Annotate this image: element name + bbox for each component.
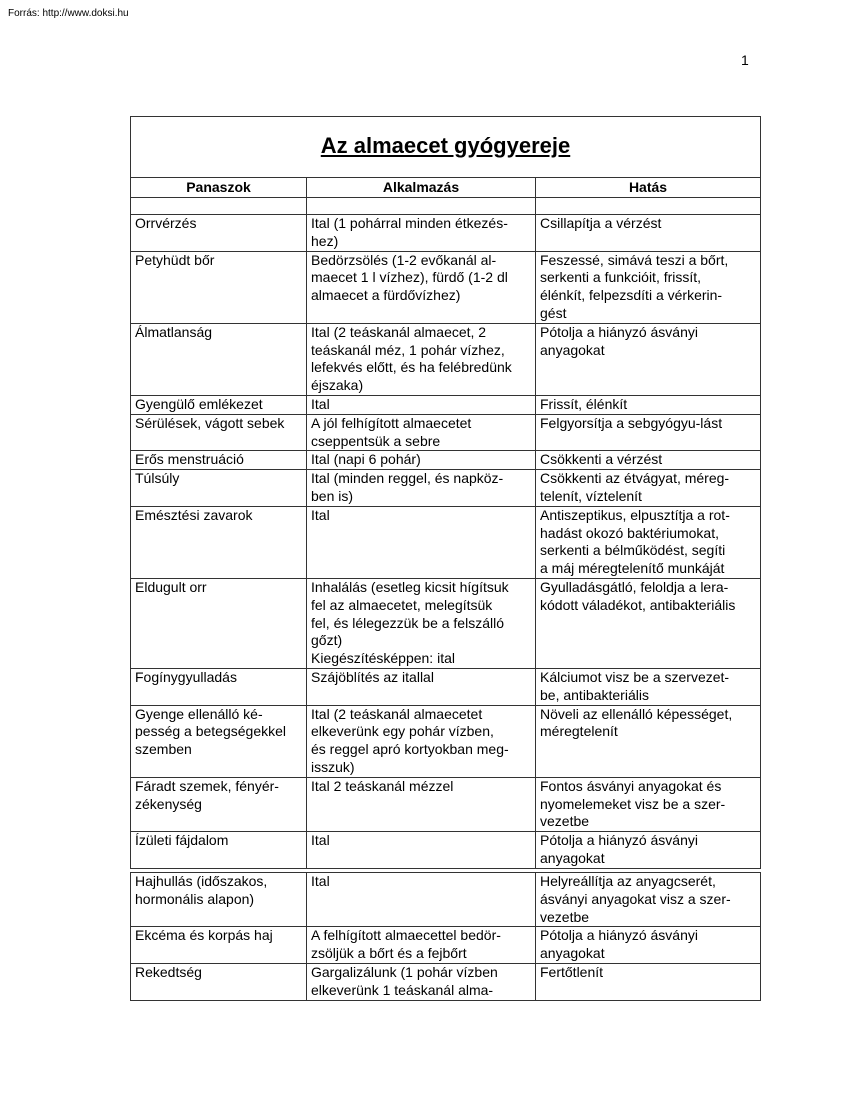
cell-effect-text: Fontos ásványi anyagokat és nyomelemeket visz be a szer- vezetbe (540, 777, 726, 830)
cell-application-text: Inhalálás (esetleg kicsit hígítsuk fel az almaecetet, melegítsük fel, és lélegezzük be a felszálló gőzt) Kiegészítésképpen: ital (311, 578, 509, 667)
table-header-row (131, 178, 761, 198)
cell-complaint-text: Gyenge ellenálló ké- pesség a betegségekkel szemben (135, 705, 286, 758)
cell-effect (536, 927, 761, 964)
cell-effect (536, 777, 761, 831)
cell-complaint (131, 963, 307, 1000)
cell-complaint (131, 668, 307, 705)
table-row (131, 215, 761, 252)
cell-complaint (131, 323, 307, 395)
table-row (131, 506, 761, 578)
cell-complaint-text: Hajhullás (időszakos, hormonális alapon) (135, 873, 268, 907)
cell-complaint-text: Eldugult orr (135, 578, 207, 595)
cell-effect (536, 395, 761, 414)
cell-application (307, 251, 536, 323)
header-effect: Hatás (536, 178, 761, 198)
table-row (131, 395, 761, 414)
table-row (131, 251, 761, 323)
cell-effect (536, 414, 761, 451)
cell-effect-text: Pótolja a hiányzó ásványi anyagokat (540, 832, 698, 866)
table-row (131, 705, 761, 777)
cell-effect (536, 323, 761, 395)
table-row (131, 470, 761, 507)
cell-application (307, 777, 536, 831)
cell-effect (536, 506, 761, 578)
cell-application (307, 668, 536, 705)
cell-application-text: Ital (minden reggel, és napköz- ben is) (311, 470, 504, 504)
cell-complaint-text: Emésztési zavarok (135, 506, 253, 523)
cell-complaint-text: Erős menstruáció (135, 451, 244, 468)
cell-complaint-text: Túlsúly (135, 470, 180, 487)
table-row (131, 578, 761, 668)
cell-effect-text: Csillapítja a vérzést (540, 215, 662, 231)
cell-effect-text: Feszessé, simává teszi a bőrt, serkenti a funkcióit, frissít, élénkít, felpezsdíti a vérkerin- gést (540, 251, 729, 321)
cell-complaint (131, 832, 307, 869)
cell-effect-text: Frissít, élénkít (540, 395, 628, 412)
remedy-table-continued (130, 872, 761, 1001)
table-row (131, 777, 761, 831)
cell-application-text: Ital (311, 506, 330, 523)
cell-complaint (131, 215, 307, 252)
cell-application (307, 215, 536, 252)
cell-effect-text: Felgyorsítja a sebgyógyu-lást (540, 414, 723, 431)
cell-complaint-text: Petyhüdt bőr (135, 251, 215, 268)
cell-application-text: Ital (311, 873, 330, 889)
cell-application-text: Ital (2 teáskanál almaecet, 2 teáskanál méz, 1 pohár vízhez, lefekvés előtt, és ha felébredünk éjszaka) (311, 323, 512, 394)
cell-effect-text: Kálciumot visz be a szervezet- be, antibakteriális (540, 668, 730, 703)
cell-complaint-text: Rekedtség (135, 963, 202, 980)
cell-effect (536, 963, 761, 1000)
cell-application (307, 832, 536, 869)
page-title: Az almaecet gyógyereje (320, 132, 571, 158)
cell-complaint (131, 395, 307, 414)
cell-application (307, 470, 536, 507)
cell-complaint (131, 705, 307, 777)
cell-complaint (131, 470, 307, 507)
cell-complaint (131, 578, 307, 668)
cell-complaint-text: Gyengülő emlékezet (135, 395, 263, 412)
cell-effect-text: Helyreállítja az anyagcserét, ásványi anyagokat visz a szer- vezetbe (540, 873, 731, 925)
cell-effect (536, 705, 761, 777)
cell-application (307, 578, 536, 668)
cell-complaint (131, 251, 307, 323)
table-row (131, 873, 761, 927)
cell-complaint-text: Fáradt szemek, fényér- zékenység (135, 777, 279, 812)
cell-application-text: A felhígított almaecettel bedör- zsöljük a bőrt és a fejbőrt (311, 927, 501, 962)
cell-application-text: Szájöblítés az itallal (311, 668, 434, 685)
cell-application-text: Ital 2 teáskanál mézzel (311, 777, 454, 794)
source-note: Forrás: http://www.doksi.hu (8, 8, 129, 19)
cell-effect-text: Gyulladásgátló, feloldja a lera- kódott váladékot, antibakteriális (540, 578, 736, 613)
cell-effect-text: Pótolja a hiányzó ásványi anyagokat (540, 323, 698, 358)
cell-application (307, 451, 536, 470)
cell-application-text: Bedörzsölés (1-2 evőkanál al- maecet 1 l vízhez), fürdő (1-2 dl almaecet a fürdővízhez) (311, 251, 508, 304)
cell-application (307, 963, 536, 1000)
cell-application-text: Ital (1 pohárral minden étkezés- hez) (311, 215, 508, 249)
cell-effect (536, 215, 761, 252)
cell-effect (536, 873, 761, 927)
cell-complaint-text: Álmatlanság (135, 323, 213, 340)
cell-application-text: A jól felhígított almaecetet cseppentsük a sebre (311, 414, 472, 449)
cell-complaint (131, 927, 307, 964)
cell-application-text: Gargalizálunk (1 pohár vízben elkeverünk 1 teáskanál alma- (311, 963, 498, 998)
cell-effect (536, 470, 761, 507)
table-row (131, 323, 761, 395)
table-row (131, 451, 761, 470)
cell-application-text: Ital (311, 832, 330, 849)
cell-complaint-text: Ekcéma és korpás haj (135, 927, 273, 944)
header-application: Alkalmazás (307, 178, 536, 198)
cell-effect (536, 251, 761, 323)
cell-application (307, 414, 536, 451)
cell-application-text: Ital (2 teáskanál almaecetet elkeverünk egy pohár vízben, és reggel apró kortyokban meg- isszuk) (311, 705, 509, 775)
cell-effect (536, 668, 761, 705)
spacer-row (131, 198, 761, 215)
cell-complaint-text: Fogínygyulladás (135, 668, 237, 685)
cell-application (307, 927, 536, 964)
cell-complaint (131, 777, 307, 831)
cell-complaint (131, 873, 307, 927)
cell-application (307, 873, 536, 927)
cell-effect-text: Antiszeptikus, elpusztítja a rot- hadást okozó baktériumokat, serkenti a bélműködést, segíti a máj méregtelenítő munkáját (540, 506, 730, 577)
cell-complaint-text: Sérülések, vágott sebek (135, 414, 285, 431)
header-complaints: Panaszok (131, 178, 307, 198)
cell-application (307, 705, 536, 777)
cell-complaint (131, 451, 307, 470)
cell-effect-text: Fertőtlenít (540, 963, 604, 980)
table-row (131, 414, 761, 451)
table-row (131, 927, 761, 964)
cell-application (307, 395, 536, 414)
cell-effect (536, 451, 761, 470)
cell-complaint-text: Orrvérzés (135, 215, 197, 231)
cell-effect (536, 832, 761, 869)
page-number: 1 (741, 52, 749, 68)
table-row (131, 832, 761, 869)
cell-effect-text: Növeli az ellenálló képességet, méregtelenít (540, 705, 733, 740)
cell-effect-text: Csökkenti az étvágyat, méreg- telenít, víztelenít (540, 470, 730, 504)
cell-application-text: Ital (napi 6 pohár) (311, 451, 421, 468)
cell-complaint (131, 414, 307, 451)
table-row (131, 963, 761, 1000)
cell-application-text: Ital (311, 395, 330, 412)
cell-application (307, 323, 536, 395)
cell-effect-text: Pótolja a hiányzó ásványi anyagokat (540, 927, 698, 962)
remedy-table (130, 116, 761, 869)
table-row (131, 668, 761, 705)
table-title-cell (131, 117, 761, 178)
cell-complaint-text: Ízületi fájdalom (135, 832, 229, 849)
cell-effect (536, 578, 761, 668)
cell-complaint (131, 506, 307, 578)
cell-effect-text: Csökkenti a vérzést (540, 451, 663, 468)
cell-application (307, 506, 536, 578)
